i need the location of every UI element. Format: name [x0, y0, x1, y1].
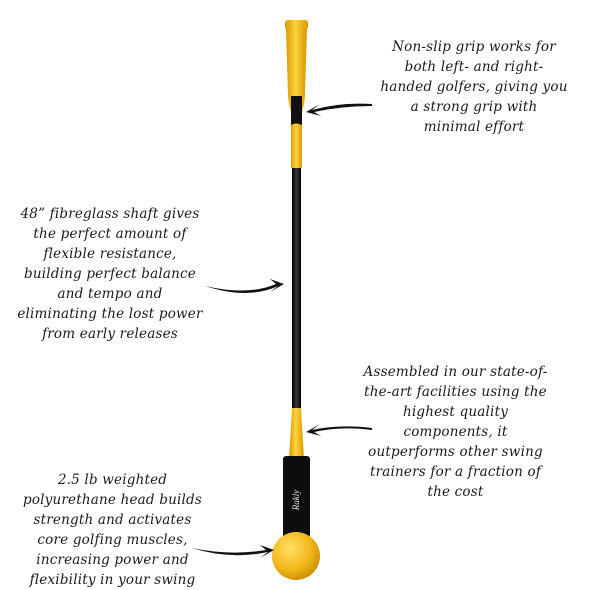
shaft — [292, 160, 301, 422]
shaft-brand-label: Rakly — [291, 489, 301, 511]
callout-line: outperforms other swing — [368, 444, 543, 460]
callout-line: components, it — [403, 424, 508, 440]
callout-line: the perfect amount of — [33, 226, 187, 242]
callout-line: polyurethane head builds — [22, 492, 202, 508]
assembly-callout — [348, 362, 563, 502]
collar — [289, 408, 304, 458]
callout-line: the cost — [427, 484, 484, 500]
callout-line: increasing power and — [36, 552, 189, 568]
callout-line: the-art facilities using the — [364, 384, 547, 400]
callout-line: eliminating the lost power — [17, 306, 203, 322]
callout-line: both left- and right- — [404, 59, 544, 75]
callout-line: highest quality — [402, 404, 509, 420]
callout-line: 48” fibreglass shaft gives — [20, 206, 200, 222]
weighted-head — [272, 532, 320, 580]
shaft-callout — [10, 204, 210, 344]
callout-line: and tempo and — [57, 286, 163, 302]
callout-line: handed golfers, giving you — [380, 79, 568, 95]
callout-line: building perfect balance — [23, 266, 196, 282]
callout-line: flexibility in your swing — [29, 572, 196, 588]
callout-line: Non-slip grip works for — [392, 39, 556, 55]
callout-line: strength and activates — [33, 512, 192, 528]
callout-line: Assembled in our state-of- — [363, 364, 548, 380]
head-callout — [10, 470, 215, 590]
callout-line: minimal effort — [423, 119, 525, 135]
grip-callout — [356, 37, 592, 137]
callout-line: a strong grip with — [410, 99, 538, 115]
callout-line: flexible resistance, — [43, 246, 177, 262]
callout-line: from early releases — [42, 326, 178, 342]
callout-line: trainers for a fraction of — [369, 464, 542, 480]
callout-line: 2.5 lb weighted — [57, 472, 168, 488]
callout-line: core golfing muscles, — [37, 532, 188, 548]
grip-lower — [291, 124, 302, 169]
arrow-icon — [205, 279, 284, 293]
